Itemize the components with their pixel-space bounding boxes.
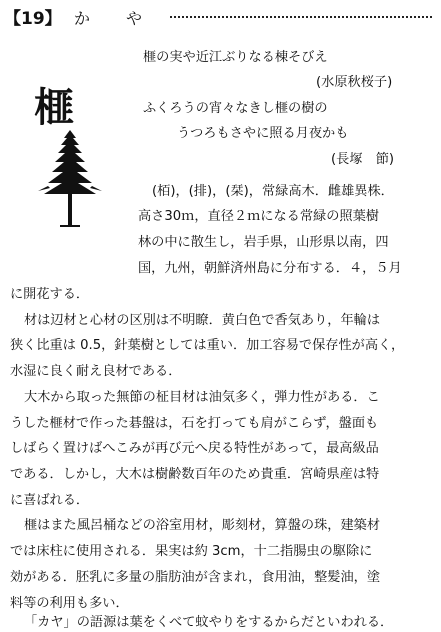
section-name: か や [74,9,153,28]
body-line: (栢)，(排)，(栞)，常緑高木．雌雄異株． [152,184,394,199]
dotted-divider [170,16,432,18]
body-line: 効がある．胚乳に多量の脂肪油が含まれ，食用油，整髪油，塗 [10,570,381,585]
body-line: 狭く比重は 0.5，針葉樹としては重い．加工容易で保存性が高く， [10,338,405,353]
body-line: 料等の利用も多い． [10,596,129,611]
body-line: うした榧材で作った碁盤は，石を打っても肩がこらず，盤面も [10,416,379,431]
body-line: では床柱に使用される．果実は約 3cm，十二指腸虫の駆除に [10,544,373,559]
body-line: 材は辺材と心材の区別は不明瞭．黄白色で香気あり，年輪は [24,313,381,328]
body-line: に開花する． [10,287,90,302]
body-line: しばらく置けばへこみが再び元へ戻る特性があって，最高級品 [10,441,379,456]
conifer-tree-icon [30,128,110,228]
body-line: 水湿に良く耐え良材である． [10,364,182,379]
body-line: 高さ30ｍ，直径２ｍになる常緑の照葉樹 [138,209,379,224]
haiku-2-line2: うつろもさやに照る月夜かも [177,126,349,141]
body-line: 「カヤ」の語源は葉をくべて蚊やりをするからだといわれる． [24,615,394,630]
haiku-1-author: (水原秋桜子) [316,75,393,90]
body-line: 大木から取った無節の柾目材は油気多く，弾力性がある．こ [24,390,380,405]
body-line: 国，九州，朝鮮済州島に分布する．４，５月 [138,261,402,276]
haiku-2-author: (長塚 節) [331,152,395,167]
body-line: 榧はまた風呂桶などの浴室用材，彫刻材，算盤の珠，建築材 [24,518,381,533]
haiku-1-line: 榧の実や近江ぶりなる棟そびえ [143,50,328,65]
body-line: に喜ばれる． [10,493,90,508]
section-number: 【19】 [4,9,62,29]
body-line: 林の中に散生し，岩手県，山形県以南，四 [138,235,389,250]
haiku-2-line1: ふくろうの宵々なきし榧の樹の [143,101,328,116]
body-line: である．しかし，大木は樹齢数百年のため貴重．宮崎県産は特 [10,467,380,482]
title-kanji: 榧 [34,84,74,131]
